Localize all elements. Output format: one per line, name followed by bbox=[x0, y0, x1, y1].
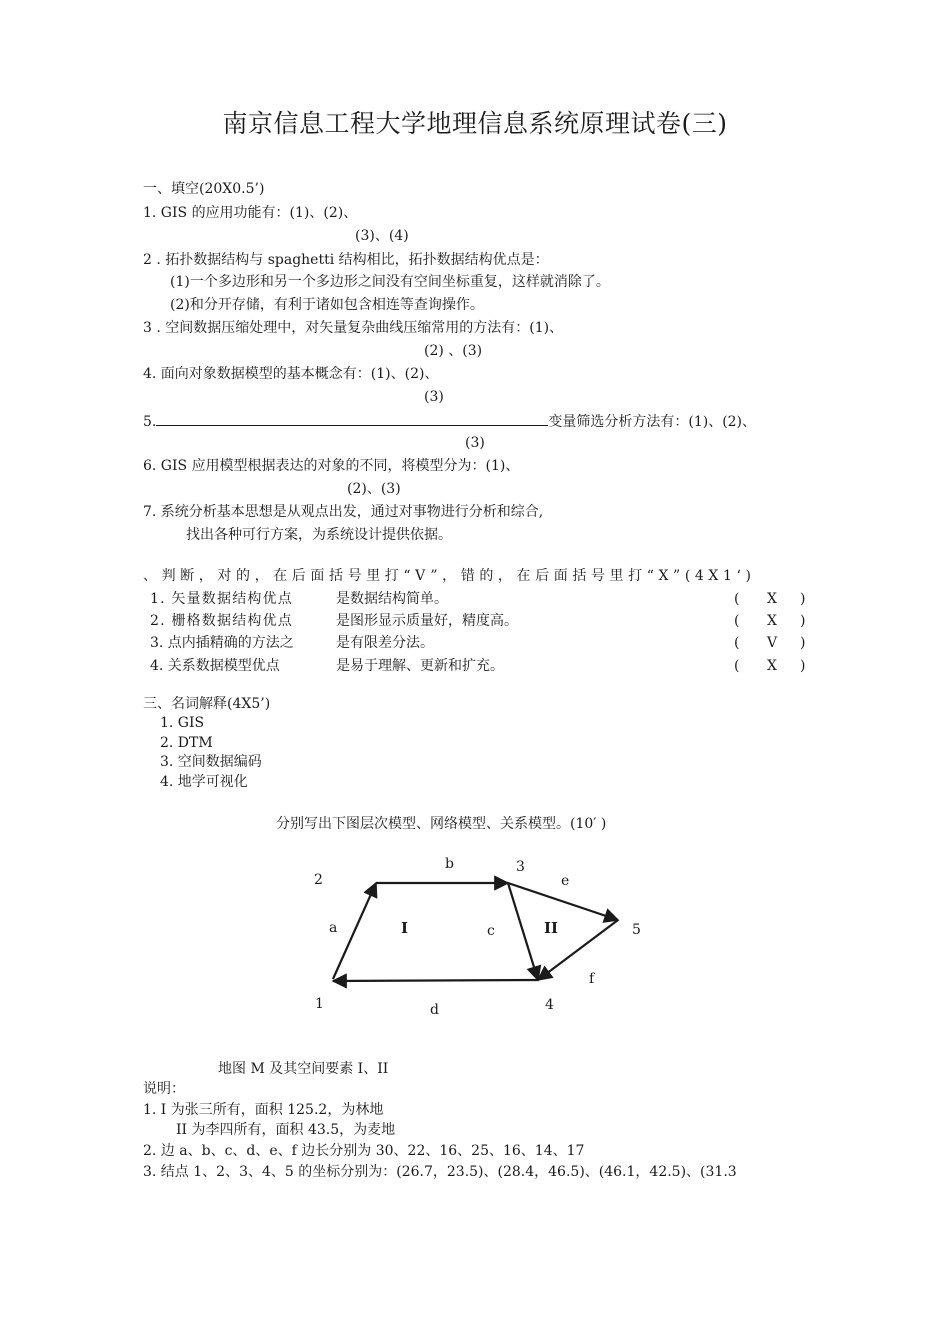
judge-item-3-answer: V bbox=[767, 635, 778, 651]
question-3-line-1: 3 . 空间数据压缩处理中，对矢量复杂曲线压缩常用的方法有：(1)、 bbox=[143, 320, 564, 336]
node-label-2: 2 bbox=[314, 872, 323, 888]
question-1-line-1: 1. GIS 的应用功能有：(1)、(2)、 bbox=[143, 205, 358, 221]
question-2-line-1: 2 . 拓扑数据结构与 spaghetti 结构相比，拓扑数据结构优点是： bbox=[143, 252, 549, 268]
figure-caption: 地图 M 及其空间要素 I、II bbox=[218, 1061, 389, 1077]
question-5-number: 5. bbox=[143, 414, 157, 430]
section3-header: 三、名词解释(4X5’) bbox=[143, 696, 271, 712]
judge-item-2-answer: X bbox=[767, 613, 777, 629]
edge-label-f: f bbox=[589, 971, 595, 987]
judge-item-4-subject: 4. 关系数据模型优点 bbox=[150, 658, 280, 674]
region-label-ii: II bbox=[544, 919, 559, 937]
edge-a bbox=[333, 883, 376, 979]
fill-blank bbox=[156, 412, 548, 426]
note-3: 3. 结点 1、2、3、4、5 的坐标分别为：(26.7，23.5)、(28.4，46.5)、(46.1，42.5)、(31.3 bbox=[143, 1164, 737, 1180]
node-label-4: 4 bbox=[545, 997, 554, 1013]
note-2: 2. 边 a、b、c、d、e、f 边长分别为 30、22、16、25、16、14、17 bbox=[143, 1143, 585, 1159]
figure-question: 分别写出下图层次模型、网络模型、关系模型。(10′ ) bbox=[276, 816, 607, 832]
judge-item-2-text: 是图形显示质量好，精度高。 bbox=[336, 613, 518, 629]
section2-header: 、判断，对的，在后面括号里打“V”，错的，在后面括号里打“X”(4X1‘) bbox=[143, 568, 756, 584]
edge-label-e: e bbox=[561, 873, 570, 889]
question-6-line-2: (2)、(3) bbox=[347, 481, 401, 497]
judge-item-1-subject: 1. 矢量数据结构优点 bbox=[150, 591, 294, 607]
region-label-i: I bbox=[401, 919, 409, 937]
node-label-5: 5 bbox=[632, 922, 641, 938]
section1-header: 一、填空(20X0.5’) bbox=[143, 181, 265, 197]
question-7-line-1: 7. 系统分析基本思想是从观点出发，通过对事物进行分析和综合, bbox=[143, 504, 544, 520]
judge-item-2-bracket: ( bbox=[734, 613, 740, 629]
notes-label: 说明： bbox=[143, 1081, 185, 1097]
judge-item-1-text: 是数据结构简单。 bbox=[336, 591, 448, 607]
question-1-line-2: (3)、(4) bbox=[355, 228, 409, 244]
judge-item-2-subject: 2. 栅格数据结构优点 bbox=[150, 613, 294, 629]
term-4: 4. 地学可视化 bbox=[160, 774, 248, 790]
term-3: 3. 空间数据编码 bbox=[160, 754, 262, 770]
judge-item-3-subject: 3. 点内插精确的方法之 bbox=[150, 635, 294, 651]
edge-d bbox=[333, 980, 538, 981]
judge-item-4-bracket: ( bbox=[734, 658, 740, 674]
judge-item-4-answer: X bbox=[767, 658, 777, 674]
edge-c bbox=[508, 883, 538, 980]
edge-label-b: b bbox=[445, 856, 454, 872]
page-title: 南京信息工程大学地理信息系统原理试卷(三) bbox=[222, 109, 728, 138]
note-1-line-2: II 为李四所有，面积 43.5，为麦地 bbox=[176, 1122, 396, 1138]
judge-item-3-bracket-close: ) bbox=[800, 635, 806, 651]
question-6-line-1: 6. GIS 应用模型根据表达的对象的不同，将模型分为：(1)、 bbox=[143, 458, 520, 474]
judge-item-1-answer: X bbox=[767, 591, 777, 607]
question-5-text: 变量筛选分析方法有：(1)、(2)、 bbox=[548, 414, 757, 430]
question-4-line-2: (3) bbox=[424, 389, 444, 405]
edge-label-a: a bbox=[329, 920, 338, 936]
question-7-line-2: 找出各种可行方案，为系统设计提供依据。 bbox=[186, 527, 452, 543]
note-1-line-1: 1. I 为张三所有，面积 125.2，为林地 bbox=[143, 1102, 384, 1118]
judge-item-1-bracket: ( bbox=[734, 591, 740, 607]
judge-item-4-text: 是易于理解、更新和扩充。 bbox=[336, 658, 504, 674]
term-1: 1. GIS bbox=[160, 715, 205, 731]
edge-label-d: d bbox=[430, 1002, 439, 1018]
judge-item-1-bracket-close: ) bbox=[800, 591, 806, 607]
judge-item-4-bracket-close: ) bbox=[800, 658, 806, 674]
judge-item-3-text: 是有限差分法。 bbox=[336, 635, 434, 651]
term-2: 2. DTM bbox=[160, 735, 213, 751]
question-3-line-2: (2) 、(3) bbox=[424, 343, 483, 359]
network-diagram bbox=[0, 840, 950, 1070]
question-2-line-2: (1)一个多边形和另一个多边形之间没有空间坐标重复，这样就消除了。 bbox=[170, 274, 610, 290]
question-5-line-1 bbox=[143, 412, 756, 431]
question-2-line-3: (2)和分开存储，有利于诸如包含相连等查询操作。 bbox=[170, 297, 484, 313]
judge-item-2-bracket-close: ) bbox=[800, 613, 806, 629]
node-label-3: 3 bbox=[516, 859, 525, 875]
judge-item-3-bracket: ( bbox=[734, 635, 740, 651]
node-label-1: 1 bbox=[315, 996, 324, 1012]
question-4-line-1: 4. 面向对象数据模型的基本概念有：(1)、(2)、 bbox=[143, 366, 439, 382]
question-5-line-2: (3) bbox=[465, 435, 485, 451]
edge-label-c: c bbox=[487, 923, 495, 939]
